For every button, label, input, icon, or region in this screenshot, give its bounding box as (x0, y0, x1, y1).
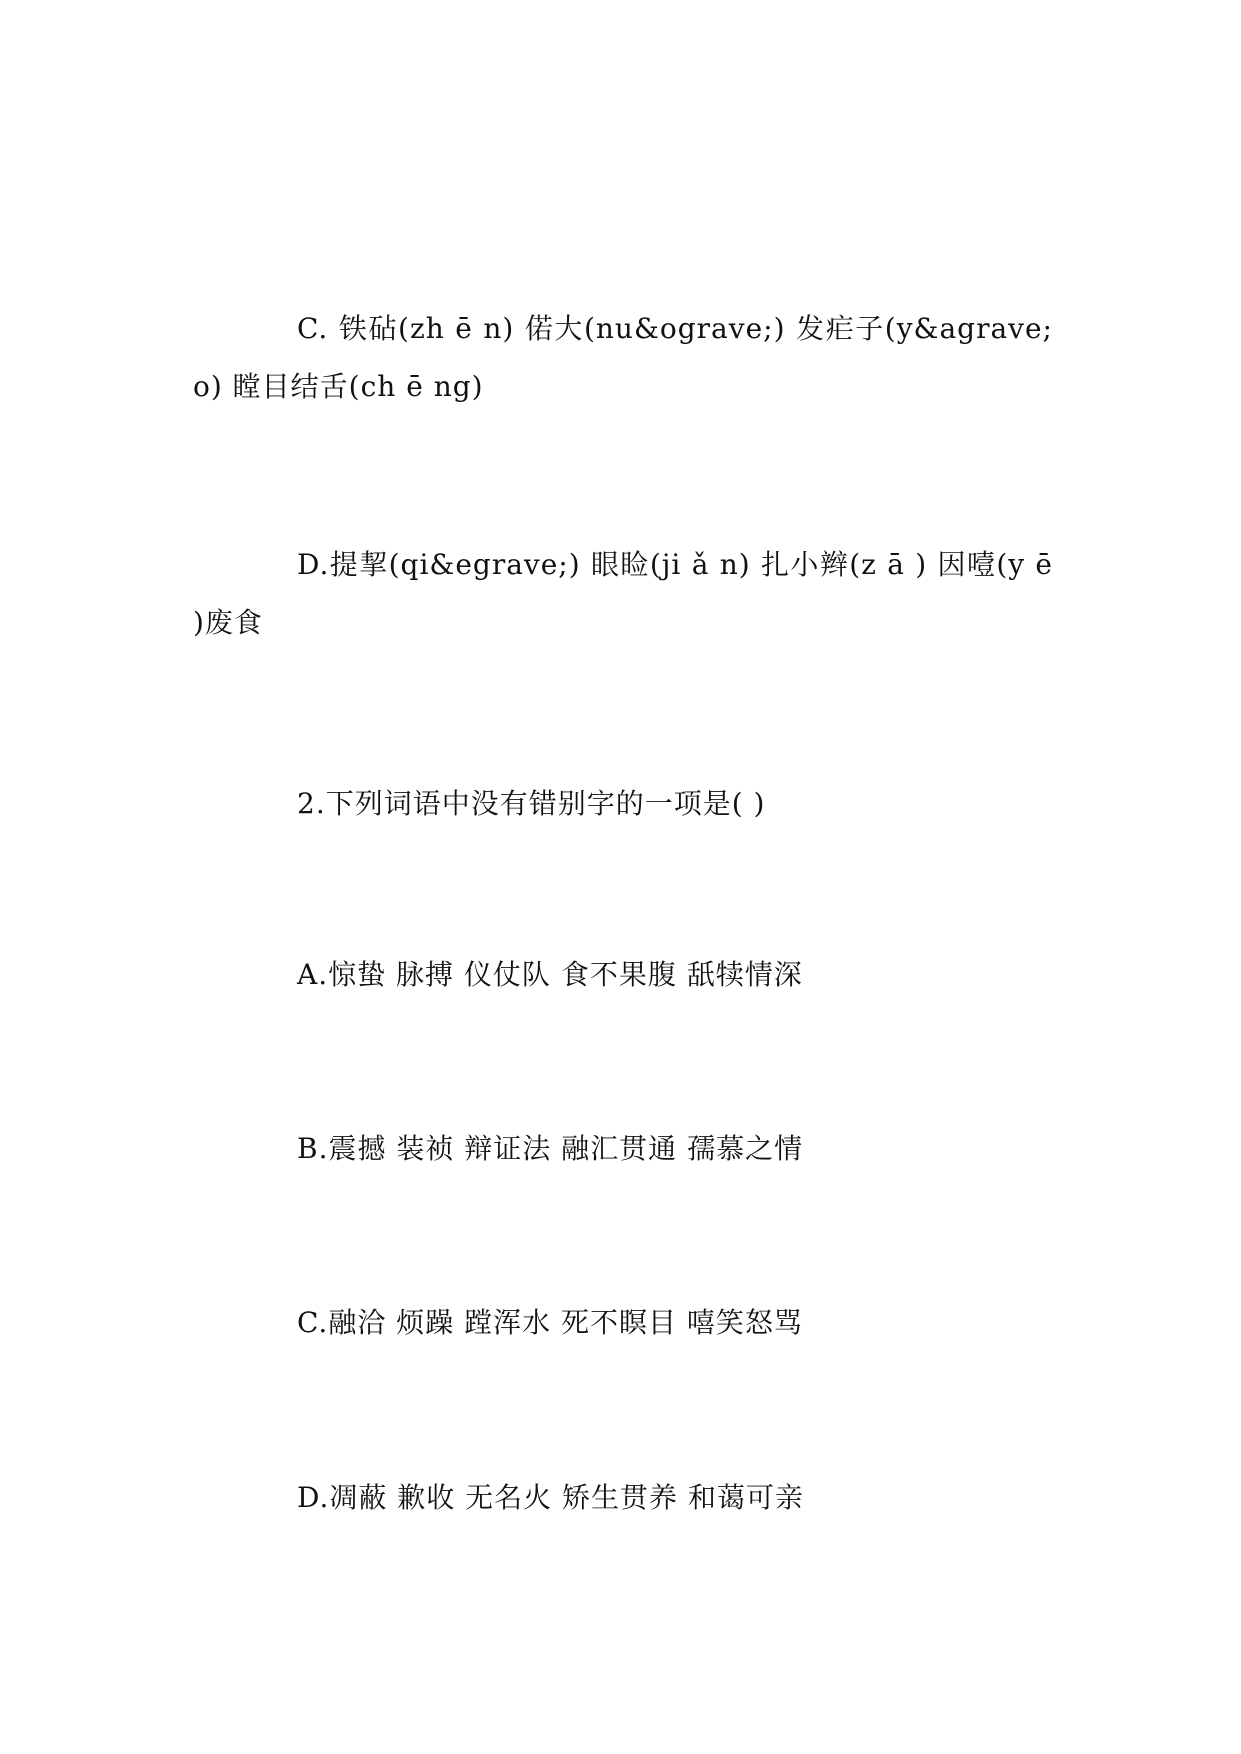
question-2-option-d: D.凋蔽 歉收 无名火 矫生贯养 和蔼可亲 (297, 1481, 804, 1514)
question-1-option-c: C. 铁砧(zh ē n) 偌大(nu&ograve;) 发疟子(y&agrave;o) 瞠目结舌(ch ē ng) (193, 312, 1053, 403)
question-2-option-b: B.震撼 装祯 辩证法 融汇贯通 孺慕之情 (297, 1132, 804, 1165)
question-2-option-c: C.融洽 烦躁 蹚浑水 死不瞑目 嘻笑怒骂 (297, 1306, 803, 1339)
question-1-option-d: D.提挈(qi&egrave;) 眼睑(ji ǎ n) 扎小辫(z ā ) 因噎(y ē )废食 (193, 548, 1053, 639)
question-2-option-a: A.惊蛰 脉搏 仪仗队 食不果腹 舐犊情深 (297, 958, 803, 991)
question-2-prompt: 2.下列词语中没有错别字的一项是( ) (297, 787, 766, 820)
